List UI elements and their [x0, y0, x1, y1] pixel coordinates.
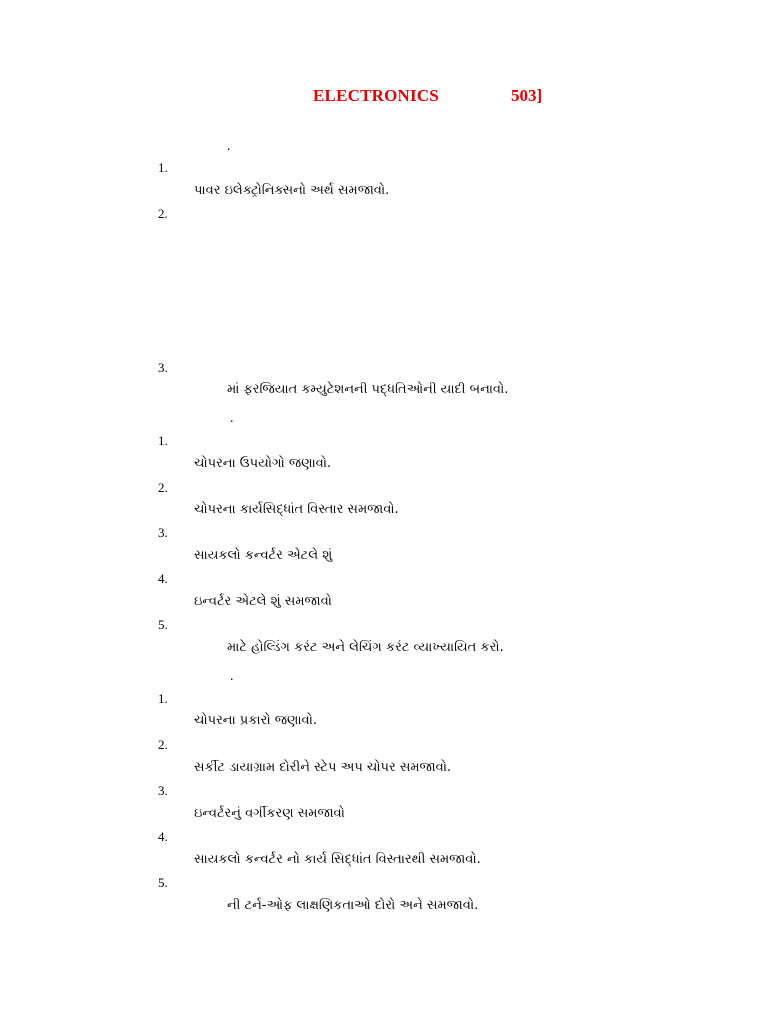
section-marker: . — [227, 139, 231, 154]
question-text: સર્કીટ ડાયાગ્રામ દોરીને સ્ટેપ અપ ચોપર સમજાવો. — [194, 760, 452, 775]
question-number: 2. — [158, 737, 168, 752]
question-text: પાવર ઇલેક્ટ્રોનિક્સનો અર્થ સમજાવો. — [194, 183, 390, 198]
question-number: 1. — [158, 691, 168, 706]
question-number: 2. — [158, 480, 168, 495]
question-text: સાયકલો કન્વર્ટર એટલે શું — [194, 548, 333, 563]
question-text: માટે હોલ્ડિંગ કરંટ અને લેચિંગ કરંટ વ્યાખ્યાયિત કરો. — [227, 640, 504, 655]
question-number: 3. — [158, 360, 168, 375]
question-text: ચોપરના કાર્યસિદ્ધાંત વિસ્તાર સમજાવો. — [194, 502, 399, 517]
question-number: 1. — [158, 160, 168, 175]
question-number: 5. — [158, 617, 168, 632]
question-number: 4. — [158, 829, 168, 844]
subject-code: 503] — [511, 86, 543, 105]
question-text: ચોપરના પ્રકારો જણાવો. — [194, 713, 318, 728]
question-text: ઇન્વર્ટરનું વર્ગીકરણ સમજાવો — [194, 806, 345, 821]
subject-title: ELECTRONICS — [313, 86, 439, 105]
section-marker: . — [230, 669, 234, 684]
question-number: 3. — [158, 783, 168, 798]
question-number: 3. — [158, 525, 168, 540]
page-header — [0, 86, 768, 110]
question-number: 1. — [158, 433, 168, 448]
question-number: 5. — [158, 875, 168, 890]
question-number: 4. — [158, 571, 168, 586]
question-text: ચોપરના ઉપયોગો જણાવો. — [194, 456, 332, 471]
section-marker: . — [230, 411, 234, 426]
question-text: ઇન્વર્ટર એટલે શું સમજાવો — [194, 594, 332, 609]
question-text: ની ટર્ન-ઓફ લાક્ષણિકતાઓ દોરો અને સમજાવો. — [227, 898, 479, 913]
question-text: સાયકલો કન્વર્ટર નો કાર્ય સિદ્ધાંત વિસ્તારથી સમજાવો. — [194, 852, 481, 867]
question-text: માં ફરજિયાત કમ્યુટેશનની પદ્ધતિઓની યાદી બનાવો. — [227, 382, 509, 397]
question-number: 2. — [158, 206, 168, 221]
